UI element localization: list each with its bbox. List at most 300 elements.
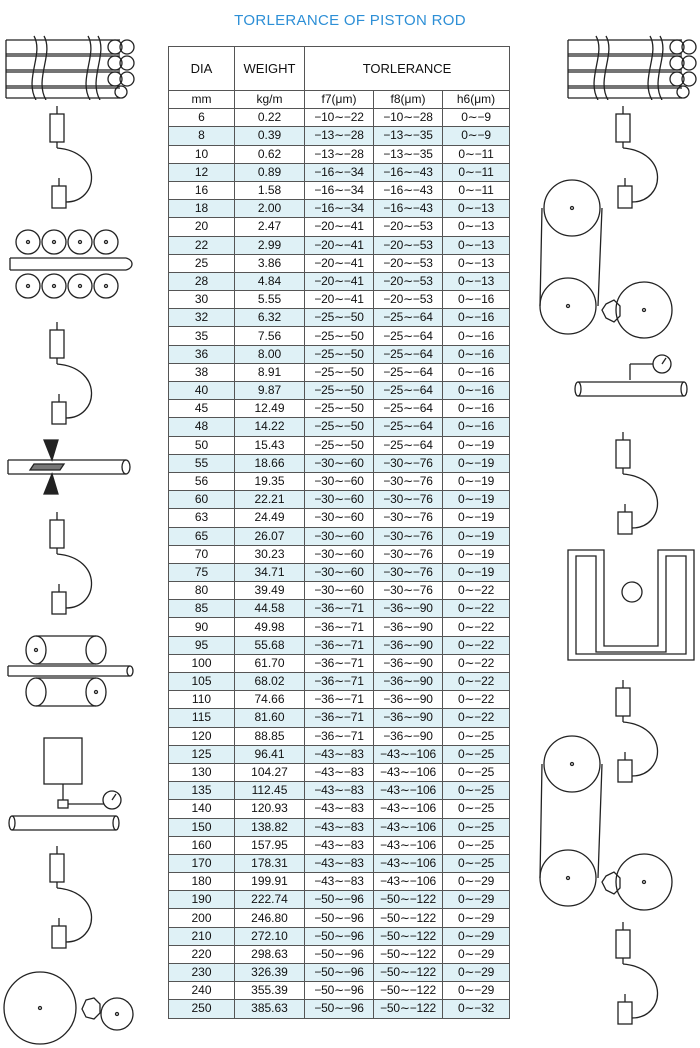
table-row	[169, 563, 510, 581]
cell-f7: −13∼−28	[305, 127, 374, 145]
page-title: TORLERANCE OF PISTON ROD	[234, 12, 466, 29]
table-row	[169, 472, 510, 490]
cell-f7: −36∼−71	[305, 654, 374, 672]
cell-h6: 0∼−25	[443, 818, 510, 836]
cell-dia: 55	[169, 454, 235, 472]
u-frame-icon	[566, 546, 696, 662]
table-row	[169, 254, 510, 272]
cell-weight: 199.91	[235, 873, 305, 891]
table-row	[169, 836, 510, 854]
cell-weight: 326.39	[235, 964, 305, 982]
table-row	[169, 945, 510, 963]
hook-crane-icon	[44, 318, 96, 428]
cell-f7: −20∼−41	[305, 236, 374, 254]
cell-f8: −30∼−76	[374, 545, 443, 563]
cell-dia: 115	[169, 709, 235, 727]
table-row	[169, 763, 510, 781]
table-row	[169, 200, 510, 218]
cell-h6: 0∼−29	[443, 945, 510, 963]
cell-f7: −30∼−60	[305, 491, 374, 509]
table-row	[169, 509, 510, 527]
cell-dia: 48	[169, 418, 235, 436]
cell-weight: 120.93	[235, 800, 305, 818]
cell-dia: 110	[169, 691, 235, 709]
cell-dia: 90	[169, 618, 235, 636]
cell-f8: −36∼−90	[374, 673, 443, 691]
cell-f8: −50∼−122	[374, 945, 443, 963]
cell-f7: −16∼−34	[305, 200, 374, 218]
cell-f7: −50∼−96	[305, 927, 374, 945]
cell-h6: 0∼−16	[443, 345, 510, 363]
cell-weight: 19.35	[235, 472, 305, 490]
cell-f7: −30∼−60	[305, 582, 374, 600]
cell-f7: −25∼−50	[305, 418, 374, 436]
cell-dia: 95	[169, 636, 235, 654]
cell-h6: 0∼−25	[443, 782, 510, 800]
cell-f7: −30∼−60	[305, 545, 374, 563]
cell-dia: 150	[169, 818, 235, 836]
cell-h6: 0∼−22	[443, 691, 510, 709]
cell-f7: −30∼−60	[305, 563, 374, 581]
header-dia: DIA	[169, 47, 235, 91]
cell-h6: 0∼−22	[443, 600, 510, 618]
cell-dia: 170	[169, 854, 235, 872]
cell-weight: 81.60	[235, 709, 305, 727]
table-row	[169, 873, 510, 891]
cell-f8: −36∼−90	[374, 600, 443, 618]
cell-f7: −43∼−83	[305, 818, 374, 836]
cell-h6: 0∼−13	[443, 218, 510, 236]
cell-weight: 24.49	[235, 509, 305, 527]
cell-f8: −30∼−76	[374, 454, 443, 472]
cell-f8: −30∼−76	[374, 563, 443, 581]
cell-f7: −36∼−71	[305, 600, 374, 618]
cell-f8: −43∼−106	[374, 763, 443, 781]
cell-dia: 160	[169, 836, 235, 854]
cell-weight: 112.45	[235, 782, 305, 800]
cell-dia: 6	[169, 109, 235, 127]
cell-weight: 272.10	[235, 927, 305, 945]
cell-f7: −30∼−60	[305, 527, 374, 545]
cell-dia: 240	[169, 982, 235, 1000]
cell-f8: −20∼−53	[374, 254, 443, 272]
cell-f8: −50∼−122	[374, 909, 443, 927]
cell-weight: 298.63	[235, 945, 305, 963]
table-row	[169, 727, 510, 745]
table-row	[169, 654, 510, 672]
cell-dia: 56	[169, 472, 235, 490]
hook-crane-icon	[44, 842, 96, 952]
table-row	[169, 600, 510, 618]
cell-f7: −20∼−41	[305, 254, 374, 272]
cell-weight: 0.39	[235, 127, 305, 145]
cell-h6: 0∼−16	[443, 363, 510, 381]
cell-dia: 75	[169, 563, 235, 581]
cell-f8: −36∼−90	[374, 691, 443, 709]
table-row	[169, 291, 510, 309]
hook-crane-icon	[610, 428, 662, 538]
table-row	[169, 527, 510, 545]
cell-weight: 0.62	[235, 145, 305, 163]
cell-h6: 0∼−16	[443, 400, 510, 418]
cell-dia: 230	[169, 964, 235, 982]
table-row	[169, 636, 510, 654]
cell-f8: −36∼−90	[374, 636, 443, 654]
cell-f7: −36∼−71	[305, 727, 374, 745]
cell-h6: 0∼−19	[443, 454, 510, 472]
cell-h6: 0∼−22	[443, 709, 510, 727]
cell-f7: −50∼−96	[305, 891, 374, 909]
cell-h6: 0∼−25	[443, 727, 510, 745]
cell-h6: 0∼−13	[443, 236, 510, 254]
cell-h6: 0∼−29	[443, 909, 510, 927]
cell-f8: −43∼−106	[374, 818, 443, 836]
cell-h6: 0∼−16	[443, 382, 510, 400]
cell-h6: 0∼−11	[443, 181, 510, 199]
cell-dia: 63	[169, 509, 235, 527]
cell-f7: −25∼−50	[305, 327, 374, 345]
cell-f7: −30∼−60	[305, 509, 374, 527]
cell-h6: 0∼−25	[443, 800, 510, 818]
cell-h6: 0∼−32	[443, 1000, 510, 1018]
cell-dia: 25	[169, 254, 235, 272]
gauge-measure-icon	[8, 736, 128, 836]
header-f8: f8(μm)	[374, 91, 443, 109]
cell-f8: −50∼−122	[374, 1000, 443, 1018]
table-row	[169, 582, 510, 600]
header-f7: f7(μm)	[305, 91, 374, 109]
cutter-rod-icon	[4, 436, 134, 496]
cell-h6: 0∼−25	[443, 854, 510, 872]
cell-dia: 60	[169, 491, 235, 509]
cell-dia: 140	[169, 800, 235, 818]
cell-h6: 0∼−22	[443, 618, 510, 636]
cell-f7: −25∼−50	[305, 345, 374, 363]
cell-h6: 0∼−29	[443, 927, 510, 945]
cell-f8: −30∼−76	[374, 472, 443, 490]
cell-dia: 180	[169, 873, 235, 891]
cell-weight: 2.99	[235, 236, 305, 254]
cell-f7: −10∼−22	[305, 109, 374, 127]
cell-weight: 1.58	[235, 181, 305, 199]
cell-dia: 40	[169, 382, 235, 400]
cell-weight: 2.00	[235, 200, 305, 218]
table-row	[169, 982, 510, 1000]
cell-weight: 34.71	[235, 563, 305, 581]
cell-h6: 0∼−13	[443, 200, 510, 218]
cell-h6: 0∼−22	[443, 654, 510, 672]
cell-f7: −50∼−96	[305, 1000, 374, 1018]
cell-dia: 28	[169, 272, 235, 290]
cell-dia: 45	[169, 400, 235, 418]
cell-weight: 18.66	[235, 454, 305, 472]
cell-f7: −43∼−83	[305, 836, 374, 854]
cell-dia: 16	[169, 181, 235, 199]
tolerance-table-container	[168, 46, 509, 1019]
cell-f8: −43∼−106	[374, 782, 443, 800]
cell-h6: 0∼−11	[443, 145, 510, 163]
cell-f7: −25∼−50	[305, 436, 374, 454]
cell-h6: 0∼−19	[443, 545, 510, 563]
cell-weight: 138.82	[235, 818, 305, 836]
cell-f8: −43∼−106	[374, 745, 443, 763]
cell-h6: 0∼−19	[443, 436, 510, 454]
cell-dia: 105	[169, 673, 235, 691]
cell-h6: 0∼−29	[443, 982, 510, 1000]
gauge-measure-icon	[574, 350, 690, 402]
cell-f7: −25∼−50	[305, 309, 374, 327]
cell-h6: 0∼−19	[443, 527, 510, 545]
hook-crane-icon	[610, 918, 662, 1028]
cell-dia: 38	[169, 363, 235, 381]
cell-f8: −20∼−53	[374, 272, 443, 290]
cell-f8: −36∼−90	[374, 618, 443, 636]
gear-wheels-icon	[2, 966, 136, 1048]
cell-weight: 157.95	[235, 836, 305, 854]
table-row	[169, 545, 510, 563]
cell-h6: 0∼−13	[443, 254, 510, 272]
cell-f8: −30∼−76	[374, 527, 443, 545]
cell-dia: 50	[169, 436, 235, 454]
cell-dia: 20	[169, 218, 235, 236]
cell-f7: −36∼−71	[305, 709, 374, 727]
cell-weight: 8.91	[235, 363, 305, 381]
cell-f8: −50∼−122	[374, 927, 443, 945]
cell-weight: 14.22	[235, 418, 305, 436]
cell-dia: 130	[169, 763, 235, 781]
cell-h6: 0∼−16	[443, 309, 510, 327]
cell-f7: −16∼−34	[305, 163, 374, 181]
table-row	[169, 745, 510, 763]
cell-dia: 70	[169, 545, 235, 563]
cell-f8: −25∼−64	[374, 327, 443, 345]
table-row	[169, 236, 510, 254]
cell-h6: 0∼−25	[443, 763, 510, 781]
table-row	[169, 400, 510, 418]
cell-dia: 85	[169, 600, 235, 618]
cell-f8: −25∼−64	[374, 345, 443, 363]
cell-weight: 0.89	[235, 163, 305, 181]
cell-f7: −20∼−41	[305, 291, 374, 309]
cell-h6: 0∼−29	[443, 891, 510, 909]
table-row	[169, 818, 510, 836]
cell-f7: −36∼−71	[305, 636, 374, 654]
table-row	[169, 691, 510, 709]
cell-weight: 68.02	[235, 673, 305, 691]
cell-h6: 0∼−22	[443, 636, 510, 654]
cell-dia: 200	[169, 909, 235, 927]
cell-f8: −25∼−64	[374, 363, 443, 381]
header-weight: WEIGHT	[235, 47, 305, 91]
cell-weight: 12.49	[235, 400, 305, 418]
hook-crane-icon	[44, 508, 96, 618]
table-row	[169, 891, 510, 909]
cell-f8: −25∼−64	[374, 418, 443, 436]
cell-h6: 0∼−9	[443, 127, 510, 145]
table-row	[169, 709, 510, 727]
cell-f7: −50∼−96	[305, 982, 374, 1000]
cell-f8: −50∼−122	[374, 891, 443, 909]
cell-dia: 32	[169, 309, 235, 327]
cell-weight: 104.27	[235, 763, 305, 781]
cell-weight: 96.41	[235, 745, 305, 763]
cell-f8: −50∼−122	[374, 982, 443, 1000]
table-row	[169, 363, 510, 381]
tolerance-table	[168, 46, 510, 1019]
cell-f7: −43∼−83	[305, 782, 374, 800]
table-row	[169, 1000, 510, 1018]
cell-weight: 8.00	[235, 345, 305, 363]
cell-h6: 0∼−19	[443, 491, 510, 509]
cell-dia: 250	[169, 1000, 235, 1018]
cell-f7: −36∼−71	[305, 691, 374, 709]
cell-f8: −13∼−35	[374, 127, 443, 145]
cell-h6: 0∼−19	[443, 563, 510, 581]
cell-f8: −20∼−53	[374, 291, 443, 309]
cell-f8: −50∼−122	[374, 964, 443, 982]
cell-h6: 0∼−25	[443, 745, 510, 763]
cell-f7: −13∼−28	[305, 145, 374, 163]
belt-rollers-icon	[538, 734, 688, 914]
cell-weight: 385.63	[235, 1000, 305, 1018]
cell-f7: −36∼−71	[305, 618, 374, 636]
cell-f8: −43∼−106	[374, 800, 443, 818]
cell-weight: 44.58	[235, 600, 305, 618]
table-row	[169, 618, 510, 636]
cell-f7: −43∼−83	[305, 800, 374, 818]
cell-h6: 0∼−19	[443, 472, 510, 490]
cell-f8: −10∼−28	[374, 109, 443, 127]
cell-weight: 30.23	[235, 545, 305, 563]
cell-h6: 0∼−16	[443, 327, 510, 345]
cell-weight: 39.49	[235, 582, 305, 600]
cell-dia: 210	[169, 927, 235, 945]
roller-press-icon	[6, 228, 138, 300]
cell-weight: 178.31	[235, 854, 305, 872]
table-row	[169, 454, 510, 472]
table-row	[169, 181, 510, 199]
table-row	[169, 163, 510, 181]
table-row	[169, 854, 510, 872]
cell-f7: −36∼−71	[305, 673, 374, 691]
cell-f8: −30∼−76	[374, 509, 443, 527]
grinding-rollers-icon	[6, 632, 136, 710]
cell-f7: −25∼−50	[305, 400, 374, 418]
cell-h6: 0∼−11	[443, 163, 510, 181]
unit-weight: kg/m	[235, 91, 305, 109]
rod-bundle-icon	[566, 34, 698, 100]
cell-dia: 35	[169, 327, 235, 345]
table-row	[169, 673, 510, 691]
table-row	[169, 127, 510, 145]
cell-dia: 65	[169, 527, 235, 545]
cell-f8: −16∼−43	[374, 200, 443, 218]
cell-weight: 246.80	[235, 909, 305, 927]
cell-f7: −50∼−96	[305, 909, 374, 927]
table-row	[169, 309, 510, 327]
cell-dia: 18	[169, 200, 235, 218]
cell-f8: −30∼−76	[374, 491, 443, 509]
cell-weight: 49.98	[235, 618, 305, 636]
cell-weight: 355.39	[235, 982, 305, 1000]
rod-bundle-icon	[4, 34, 136, 100]
cell-h6: 0∼−19	[443, 509, 510, 527]
cell-dia: 100	[169, 654, 235, 672]
table-row	[169, 382, 510, 400]
cell-f7: −25∼−50	[305, 382, 374, 400]
table-row	[169, 909, 510, 927]
cell-weight: 26.07	[235, 527, 305, 545]
cell-weight: 2.47	[235, 218, 305, 236]
cell-h6: 0∼−22	[443, 582, 510, 600]
cell-f8: −25∼−64	[374, 436, 443, 454]
table-row	[169, 109, 510, 127]
cell-weight: 7.56	[235, 327, 305, 345]
belt-rollers-icon	[538, 178, 688, 344]
cell-f8: −25∼−64	[374, 309, 443, 327]
header-h6: h6(μm)	[443, 91, 510, 109]
cell-f7: −20∼−41	[305, 272, 374, 290]
cell-weight: 6.32	[235, 309, 305, 327]
table-row	[169, 800, 510, 818]
cell-f8: −20∼−53	[374, 218, 443, 236]
table-row	[169, 272, 510, 290]
cell-f8: −25∼−64	[374, 400, 443, 418]
unit-dia: mm	[169, 91, 235, 109]
cell-f8: −20∼−53	[374, 236, 443, 254]
cell-h6: 0∼−25	[443, 836, 510, 854]
table-row	[169, 327, 510, 345]
cell-weight: 88.85	[235, 727, 305, 745]
cell-f8: −43∼−106	[374, 836, 443, 854]
table-row	[169, 927, 510, 945]
cell-dia: 190	[169, 891, 235, 909]
cell-dia: 125	[169, 745, 235, 763]
cell-weight: 9.87	[235, 382, 305, 400]
table-body	[169, 109, 510, 1018]
cell-f8: −16∼−43	[374, 181, 443, 199]
cell-weight: 22.21	[235, 491, 305, 509]
cell-h6: 0∼−29	[443, 873, 510, 891]
cell-weight: 61.70	[235, 654, 305, 672]
cell-h6: 0∼−22	[443, 673, 510, 691]
cell-dia: 220	[169, 945, 235, 963]
cell-f8: −36∼−90	[374, 654, 443, 672]
cell-dia: 30	[169, 291, 235, 309]
cell-weight: 15.43	[235, 436, 305, 454]
table-row	[169, 345, 510, 363]
table-row	[169, 218, 510, 236]
hook-crane-icon	[44, 102, 96, 212]
table-row	[169, 964, 510, 982]
cell-dia: 135	[169, 782, 235, 800]
table-row	[169, 491, 510, 509]
cell-h6: 0∼−13	[443, 272, 510, 290]
table-row	[169, 436, 510, 454]
cell-dia: 36	[169, 345, 235, 363]
cell-f7: −43∼−83	[305, 745, 374, 763]
cell-h6: 0∼−16	[443, 291, 510, 309]
cell-weight: 4.84	[235, 272, 305, 290]
cell-f7: −20∼−41	[305, 218, 374, 236]
cell-weight: 74.66	[235, 691, 305, 709]
cell-f8: −16∼−43	[374, 163, 443, 181]
cell-f8: −30∼−76	[374, 582, 443, 600]
cell-dia: 8	[169, 127, 235, 145]
cell-dia: 120	[169, 727, 235, 745]
cell-f8: −43∼−106	[374, 873, 443, 891]
cell-f8: −36∼−90	[374, 709, 443, 727]
